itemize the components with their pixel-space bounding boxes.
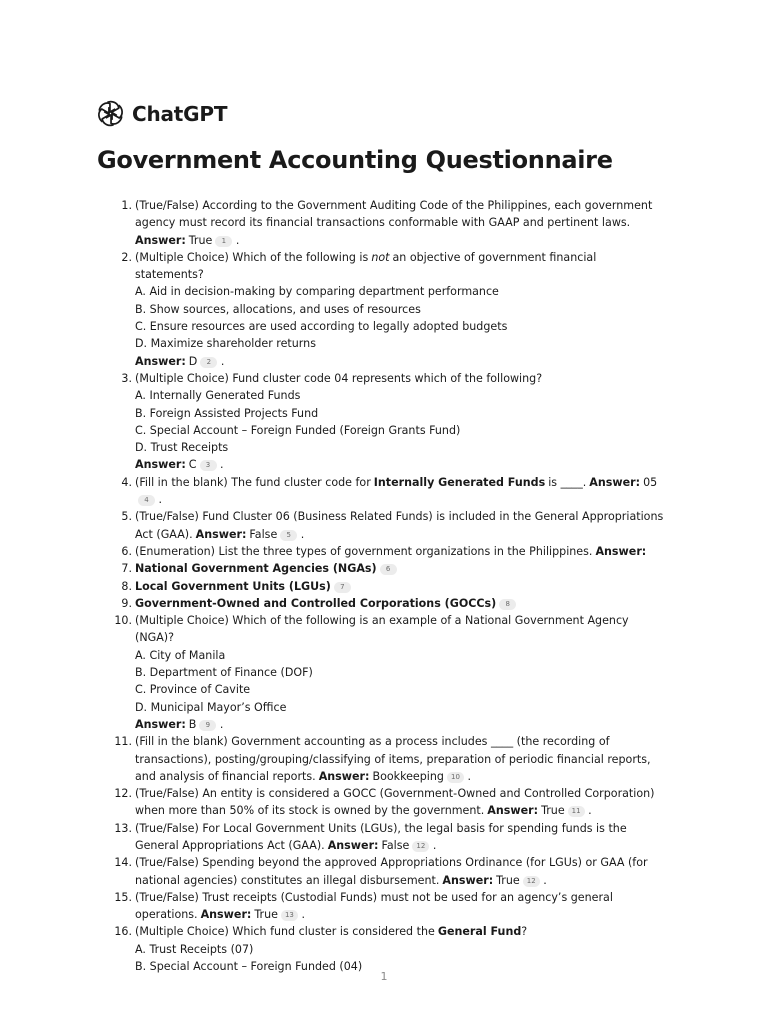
period: . [539,873,547,887]
question-text: (True/False) Fund Cluster 06 (Business Related Funds) is included in the General Appropriations Act (GAA). [135,510,664,541]
period: . [429,838,437,852]
citation-badge[interactable]: 6 [380,564,397,575]
answer-label: Answer: [135,354,186,368]
question-number: 6. [121,544,132,558]
question-item [114,889,665,924]
question-number: 4. [121,475,132,489]
option-c: C. Ensure resources are used according to legally adopted budgets [135,320,508,334]
citation-badge[interactable]: 5 [280,530,297,541]
question-text: (Enumeration) List the three types of government organizations in the Philippines. [135,544,593,558]
option-c: C. Province of Cavite [135,683,251,697]
question-item [121,543,665,560]
answer-value: True [188,233,213,247]
answer-label: Answer: [442,873,494,887]
citation-badge[interactable]: 7 [334,582,351,593]
question-item [121,474,665,509]
citation-badge[interactable]: 8 [499,599,516,610]
option-b: B. Foreign Assisted Projects Fund [135,406,319,420]
question-item [114,923,665,975]
question-number: 3. [121,371,132,385]
option-d: D. Trust Receipts [135,441,229,455]
option-d: D. Municipal Mayor’s Office [135,700,287,714]
answer-label: Answer: [195,527,247,541]
question-bold-term: General Fund [437,925,522,939]
option-a: A. Internally Generated Funds [135,389,301,403]
question-number: 1. [121,199,132,212]
answer-label: Answer: [318,769,370,783]
answer-label: Answer: [487,804,539,818]
answer-label: Answer: [589,475,641,489]
answer-value: True [496,873,520,887]
question-text: an objective of government financial statements? [135,250,597,282]
question-item [121,578,665,595]
option-b: B. Show sources, allocations, and uses of resources [135,302,421,316]
citation-badge[interactable]: 12 [412,841,429,852]
citation-badge[interactable]: 3 [200,460,217,471]
document-title: Government Accounting Questionnaire [97,146,613,174]
question-text: (True/False) An entity is considered a GOCC (Government-Owned and Controlled Corporation) when more than 50% of its stock is owned by the government. [135,787,655,818]
question-item [114,733,665,785]
period: . [216,458,224,472]
option-a: A. Trust Receipts (07) [135,942,254,956]
period: . [463,769,472,783]
question-item [121,595,665,612]
question-item [114,785,665,820]
answer-label: Answer: [327,838,379,852]
answer-value: False [381,838,410,852]
brand-name: ChatGPT [132,101,228,126]
option-b: B. Department of Finance (DOF) [135,666,313,680]
question-item [114,820,665,855]
period: . [297,908,305,922]
question-text: ? [521,925,528,939]
question-bold-term: Internally Generated Funds [373,475,546,489]
question-number: 16. [114,925,132,939]
period: . [584,804,592,818]
answer-value: C [188,458,197,472]
question-item [114,854,665,889]
question-text: (True/False) Spending beyond the approved Appropriations Ordinance (for LGUs) or GAA (for national agencies) constitutes an illegal disbursement. [135,856,648,887]
citation-badge[interactable]: 1 [215,236,232,247]
citation-badge[interactable]: 4 [138,495,155,506]
question-text: (Multiple Choice) Which fund cluster is considered the [135,925,435,939]
openai-logo-icon [97,100,124,127]
enumeration-answer: Local Government Units (LGUs) [135,579,331,593]
question-text: (Multiple Choice) Which of the following is an example of a National Government Agency (NGA)? [135,614,629,645]
page-number: 1 [380,970,388,983]
answer-value: 05 [643,475,658,489]
answer-value: B [188,717,197,731]
answer-label: Answer: [135,717,186,731]
citation-badge[interactable]: 13 [281,910,298,921]
question-text: (True/False) Trust receipts (Custodial Funds) must not be used for an agency’s general operations. [135,890,613,922]
period: . [217,354,225,368]
answer-value: False [249,527,278,541]
question-number: 12. [114,787,132,801]
period: . [297,527,305,541]
question-item [121,560,665,577]
question-item [114,612,665,733]
question-number: 15. [114,890,132,904]
period: . [155,493,163,507]
option-b: B. Special Account – Foreign Funded (04) [135,960,363,974]
question-number: 8. [121,579,132,593]
citation-badge[interactable]: 11 [568,806,585,817]
answer-label: Answer: [200,908,252,922]
question-item [121,370,665,474]
question-number: 5. [121,510,132,524]
option-a: A. City of Manila [135,648,226,662]
question-number: 7. [121,562,132,576]
question-item [121,249,665,370]
question-list [114,197,665,975]
answer-value: D [188,354,198,368]
question-text: (True/False) According to the Government Auditing Code of the Philippines, each government agency must record its financial transactions conformable with GAAP and pertinent laws. [135,199,653,230]
answer-value: True [541,804,565,818]
answer-label: Answer: [135,233,186,247]
question-emphasis: not [371,250,390,264]
question-number: 2. [121,250,132,264]
answer-label: Answer: [135,458,186,472]
brand-header [97,100,227,127]
citation-badge[interactable]: 12 [523,876,540,887]
question-number: 13. [114,821,132,835]
citation-badge[interactable]: 2 [200,357,217,368]
question-item [121,197,665,249]
citation-badge[interactable]: 9 [199,720,216,731]
question-item [121,508,665,543]
question-number: 10. [114,614,132,628]
enumeration-answer: Government-Owned and Controlled Corporations (GOCCs) [135,596,497,610]
answer-value: True [254,908,278,922]
option-a: A. Aid in decision-making by comparing department performance [135,285,499,299]
question-text: (Fill in the blank) The fund cluster code for [135,475,371,489]
period: . [232,233,240,247]
question-number: 9. [121,596,132,610]
question-number: 14. [114,856,132,870]
question-text: is ____. [548,475,587,489]
enumeration-answer: National Government Agencies (NGAs) [135,562,377,576]
question-text: (Multiple Choice) Which of the following is [135,250,369,264]
answer-label: Answer: [595,544,647,558]
option-c: C. Special Account – Foreign Funded (Foreign Grants Fund) [135,423,461,437]
question-text: (Fill in the blank) Government accounting as a process includes ____ (the recording of transactions), posting/grouping/classifying of items, preparation of periodic financial reports, and analysis of financial reports. [135,735,651,783]
question-text: (True/False) For Local Government Units (LGUs), the legal basis for spending funds is the General Appropriations Act (GAA). [135,821,627,852]
question-number: 11. [114,735,132,749]
question-text: (Multiple Choice) Fund cluster code 04 represents which of the following? [135,371,543,385]
option-d: D. Maximize shareholder returns [135,337,316,351]
answer-value: Bookkeeping [372,769,444,783]
citation-badge[interactable]: 10 [447,772,464,783]
period: . [216,717,224,731]
